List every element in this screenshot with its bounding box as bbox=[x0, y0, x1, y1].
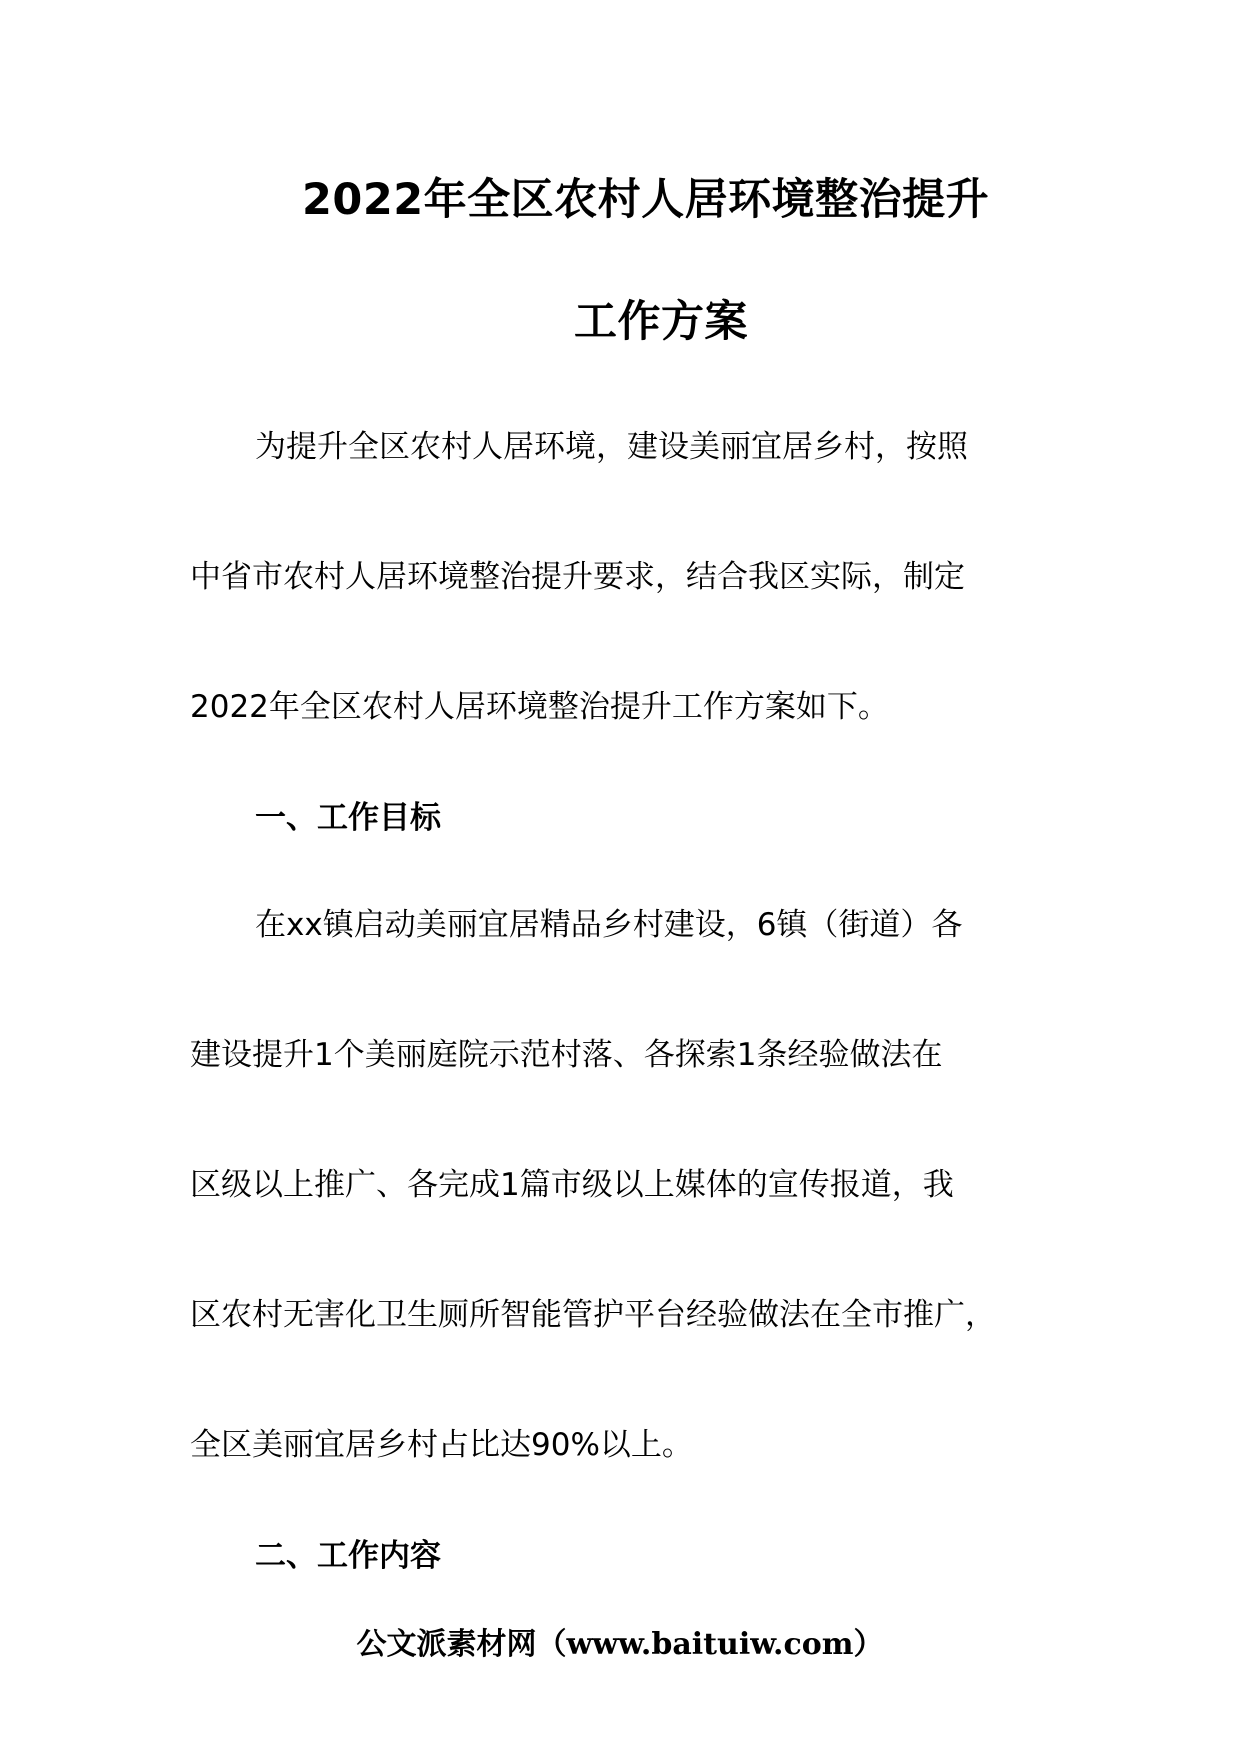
section-heading-1: 一、工作目标 bbox=[255, 800, 441, 836]
section-heading-2: 二、工作内容 bbox=[255, 1538, 441, 1574]
paragraph-line: 为提升全区农村人居环境，建设美丽宜居乡村，按照 bbox=[255, 429, 968, 465]
paragraph-line: 2022年全区农村人居环境整治提升工作方案如下。 bbox=[190, 689, 889, 725]
paragraph-line: 在xx镇启动美丽宜居精品乡村建设，6镇（街道）各 bbox=[255, 907, 963, 943]
paragraph-line: 区农村无害化卫生厕所智能管护平台经验做法在全市推广， bbox=[190, 1297, 996, 1333]
paragraph-line: 建设提升1个美丽庭院示范村落、各探索1条经验做法在 bbox=[190, 1037, 943, 1073]
paragraph-line: 全区美丽宜居乡村占比达90%以上。 bbox=[190, 1427, 693, 1463]
paragraph-line: 区级以上推广、各完成1篇市级以上媒体的宣传报道，我 bbox=[190, 1167, 954, 1203]
document-title-line-1: 2022年全区农村人居环境整治提升 bbox=[302, 175, 990, 225]
paragraph-line: 中省市农村人居环境整治提升要求，结合我区实际，制定 bbox=[190, 559, 965, 595]
footer-watermark-text: 公文派素材网（www.baituiw.com） bbox=[356, 1627, 884, 1662]
document-title-line-2: 工作方案 bbox=[574, 297, 748, 347]
